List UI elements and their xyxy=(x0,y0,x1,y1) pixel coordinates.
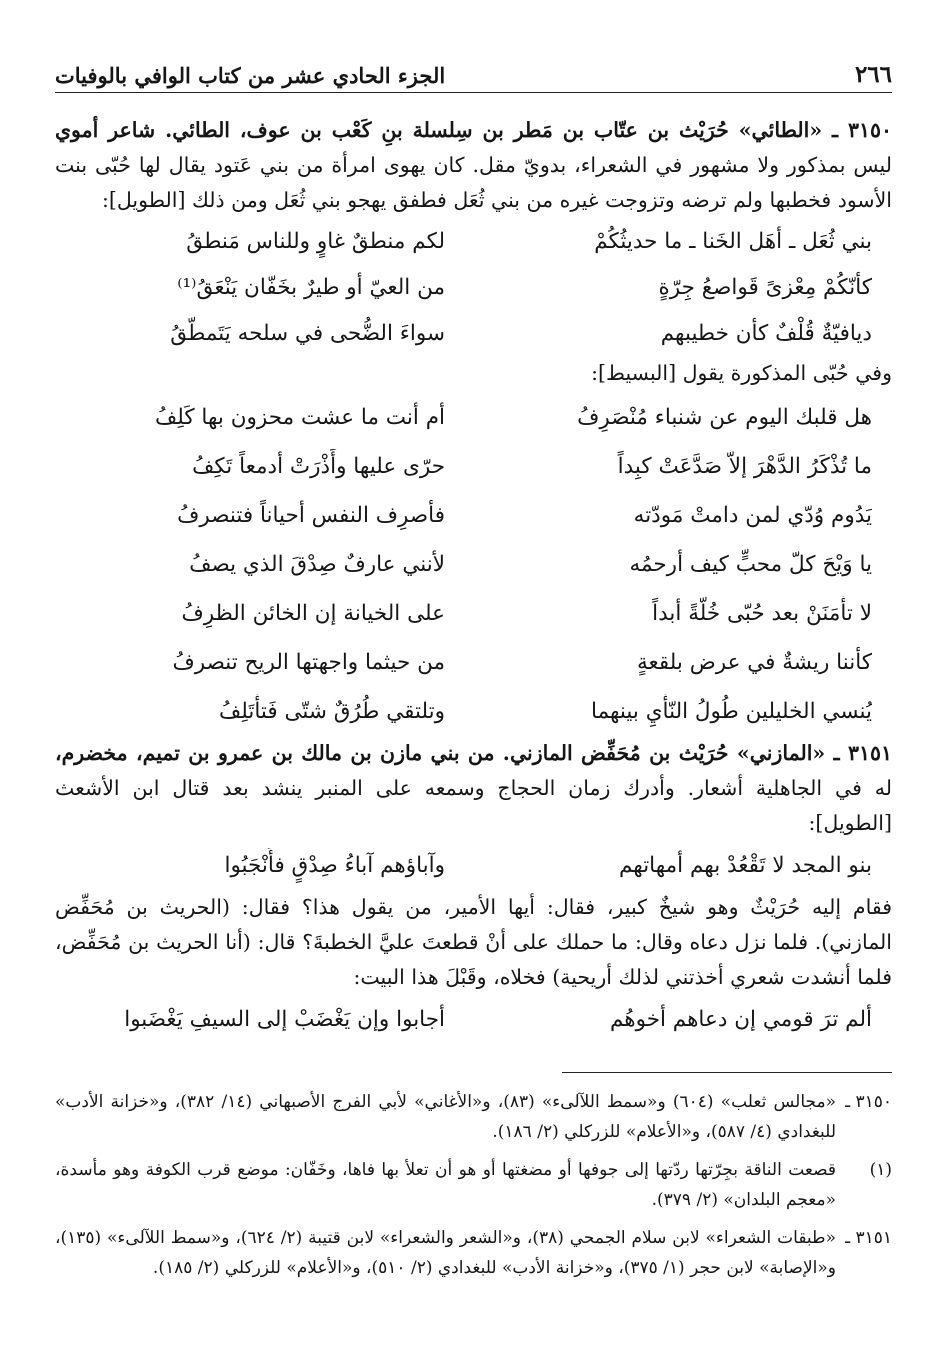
page-number: ٢٦٦ xyxy=(854,61,892,88)
entry-body: له في الجاهلية أشعار. وأدرك زمان الحجاج وسمعه على المنبر ينشد بعد قتال ابن الأشعث [الطويل]: xyxy=(55,776,892,835)
entry-paragraph xyxy=(55,113,892,218)
verse-line xyxy=(55,218,892,264)
verse-first-hemistich: ألم ترَ قومي إن دعاهم أخوهُم xyxy=(609,1007,872,1032)
footnote-divider xyxy=(562,1072,892,1073)
verse-line xyxy=(55,264,892,310)
footnote-mark: ٣١٥٠ ـ xyxy=(845,1092,892,1112)
verse-first-hemistich: كأننا ريشةٌ في عرض بلقعةٍ xyxy=(637,650,872,675)
verse-second-hemistich: لأنني عارفٌ صِدْقَ الذي يصفُ xyxy=(189,552,445,577)
verse-line xyxy=(55,589,892,638)
entry-body-continued: فقام إليه حُرَيْثٌ وهو شيخٌ كبير، فقال: أيها الأمير، من يقول هذا؟ فقال: (الحريث بن مُحَفِّض المازني). فلما نزل دعاه وقال: ما حملك على أنْ قطعتَ عليَّ الخطبةَ؟ قال: (أنا الحريث بن مُحَفِّض، فلما أنشدت شعري أخذتني لذلك أريحية) فخلاه، وقَبْلَ هذا البيت: xyxy=(55,895,892,989)
verse-first-hemistich: يا وَيْحَ كلّ محبٍّ كيف أرحمُه xyxy=(629,552,872,577)
entry-paragraph xyxy=(55,736,892,841)
verse-line xyxy=(55,841,892,890)
verse-line xyxy=(55,540,892,589)
verse-line xyxy=(55,995,892,1044)
verse-first-hemistich: لا تأْمَنَنْ بعد حُبّى خُلّةً أبداً xyxy=(652,601,872,626)
verse-second-hemistich: وتلتقي طُرُقٌ شتّى فَتأْتَلِفُ xyxy=(218,699,445,724)
running-title: الجزء الحادي عشر من كتاب الوافي بالوفيات xyxy=(55,63,446,88)
verse-second-hemistich: لكم منطقٌ غاوٍ وللناس مَنطقُ xyxy=(186,228,445,254)
verse-first-hemistich: ديافيّةٌ قُلْفٌ كأن خطيبهم xyxy=(660,320,872,346)
entry-heading: ٣١٥١ ـ «المازني» حُرَيْث بن مُحَفِّض المازني. من بني مازن بن مالك بن عمرو بن تميم، مخضرم، xyxy=(55,741,892,765)
footnote-text: قصعت الناقة بجِرّتها ردّتها إلى جوفها أو مضغتها أو هو أن تعلأ بها فاها، وخَفّان: موضع قرب الكوفة وهو مأسدة، «معجم البلدان» (٢/ ٣٧٩). xyxy=(55,1160,836,1210)
footnote-text: «طبقات الشعراء» لابن سلام الجمحي (٣٨)، و«الشعر والشعراء» لابن قتيبة (٢/ ٦٢٤)، و«سمط اللآلىء» (١٣٥)، و«الإصابة» لابن حجر (١/ ٣٧٥)، و«خزانة الأدب» للبغدادي (٢/ ٥١٠)، و«الأعلام» للزركلي (٢/ ١٨٥). xyxy=(55,1228,836,1278)
verse-line xyxy=(55,310,892,356)
footnote-text: «مجالس ثعلب» (٦٠٤) و«سمط اللآلىء» (٨٣)، و«الأغاني» لأبي الفرج الأصبهاني (١٤/ ٣٨٢)، و«خزانة الأدب» للبغدادي (٤/ ٥٨٧)، و«الأعلام» للزركلي (٢/ ١٨٦). xyxy=(55,1092,837,1142)
entry-3150 xyxy=(55,113,892,736)
footnote xyxy=(55,1087,892,1147)
verse-first-hemistich: ما تُذْكَرُ الدَّهْرَ إلاّ صَدَّعَتْ كبِداً xyxy=(617,454,872,479)
verse-line xyxy=(55,491,892,540)
verse-second-hemistich: وآباؤهم آباءُ صِدْقٍ فأَنْجَبُوا xyxy=(224,853,445,878)
main-text xyxy=(55,113,892,1044)
verse-first-hemistich: كأنّكُمْ مِعْزىً قَواصعُ جِرّةٍ xyxy=(658,274,872,300)
footnote-mark: (١) xyxy=(869,1160,892,1180)
verse-first-hemistich: بني ثُعَل ـ أهَل الخَنا ـ ما حديثُكُمْ xyxy=(594,228,872,254)
verse-second-hemistich: من العيّ أو طيرٌ بخَفّان يَنْعَقُ⁽¹⁾ xyxy=(177,274,445,300)
verse-second-hemistich: سواءَ الضُّحى في سلحه يَتَمطّقُ xyxy=(170,320,445,346)
verse-second-hemistich: أجابوا وإن يَغْضَبْ إلى السيفِ يَغْضَبوا xyxy=(124,1007,445,1032)
verse-line xyxy=(55,687,892,736)
verse-line xyxy=(55,638,892,687)
verse-second-hemistich: أم أنت ما عشت محزون بها كَلِفُ xyxy=(154,405,445,430)
entry-body: ليس بمذكور ولا مشهور في الشعراء، بدويّ مقل. كان يهوى امرأة من بني عَتود يقال لها حُبّى بنت الأسود فخطبها ولم ترضه وتزوجت غيره من بني ثُعَل فطفق يهجو بني ثُعَل ومن ذلك [الطويل]: xyxy=(55,153,892,212)
verse-intro: وفي حُبّى المذكورة يقول [البسيط]: xyxy=(591,361,892,385)
footnotes xyxy=(55,1087,892,1283)
verse-line xyxy=(55,442,892,491)
verse-first-hemistich: يُنسي الخليلين طُولُ النّأْيِ بينهما xyxy=(591,699,872,724)
verse-first-hemistich: هل قلبك اليوم عن شنباء مُنْصَرِفُ xyxy=(577,405,872,430)
verse-second-hemistich: حرّى عليها وأَذْرَتْ أدمعاً تَكِفُ xyxy=(192,454,445,479)
verse-line xyxy=(55,393,892,442)
book-page xyxy=(55,48,892,1291)
verse-first-hemistich: يَدُوم وُدّي لمن دامتْ مَودّته xyxy=(633,503,872,528)
footnote-mark: ٣١٥١ ـ xyxy=(845,1228,892,1248)
footnote xyxy=(55,1155,892,1215)
entry-heading: ٣١٥٠ ـ «الطائي» حُرَيْث بن عتّاب بن مَطر بن سِلسلة بنِ كَعْب بن عوف، الطائي. شاعر أموي xyxy=(55,118,892,142)
verse-second-hemistich: على الخيانة إن الخائن الظرِفُ xyxy=(181,601,445,626)
verse-first-hemistich: بنو المجد لا تَقْعُدْ بهم أمهاتهم xyxy=(618,853,872,878)
verse-second-hemistich: من حيثما واجهتها الريح تنصرفُ xyxy=(172,650,445,675)
footnote xyxy=(55,1223,892,1283)
entry-3151 xyxy=(55,736,892,1044)
verse-second-hemistich: فأصرِف النفس أحياناً فتنصرفُ xyxy=(177,503,445,528)
running-header xyxy=(55,48,892,93)
